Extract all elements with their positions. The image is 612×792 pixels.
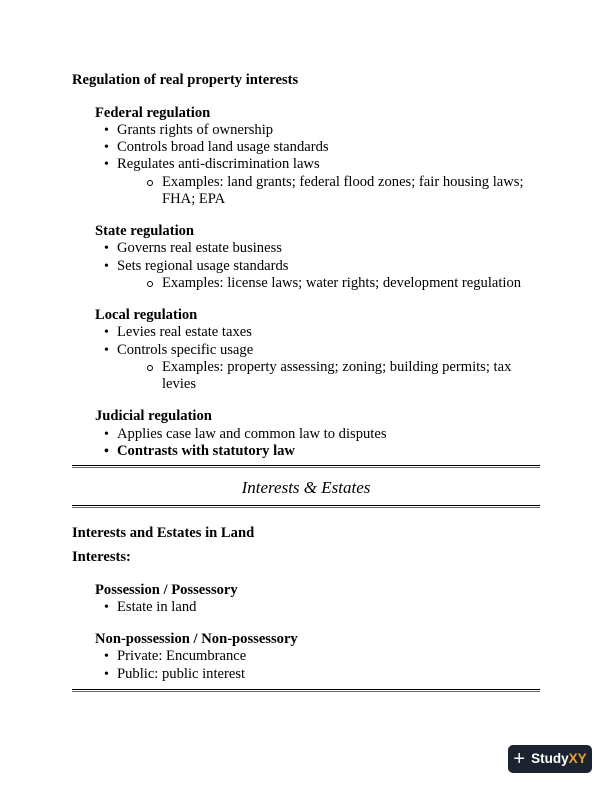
list-item: • Governs real estate business — [117, 240, 282, 258]
list-item: • Controls broad land usage standards — [117, 139, 329, 157]
list-item: • Estate in land — [117, 599, 196, 617]
example-continuation: FHA; EPA — [162, 191, 226, 207]
brand-main: Study — [531, 751, 569, 767]
list-item: • Sets regional usage standards — [117, 258, 288, 276]
example-item: Examples: land grants; federal flood zones; fair housing laws; — [162, 174, 524, 190]
list-item: • Public: public interest — [117, 666, 245, 684]
list-item: • Controls specific usage — [117, 342, 253, 360]
state-heading: State regulation — [95, 223, 195, 239]
possession-heading: Possession / Possessory — [95, 582, 238, 598]
divider — [72, 465, 540, 468]
section-title: Interests & Estates — [241, 478, 371, 497]
interests-title: Interests and Estates in Land — [72, 525, 255, 541]
local-heading: Local regulation — [95, 307, 198, 323]
example-item: Examples: license laws; water rights; development regulation — [162, 275, 522, 291]
regulation-title: Regulation of real property interests — [72, 72, 299, 88]
studyxy-badge[interactable] — [508, 745, 592, 773]
list-item: • Levies real estate taxes — [117, 324, 252, 342]
example-continuation: levies — [162, 376, 197, 392]
list-item: • Private: Encumbrance — [117, 648, 246, 666]
list-item: • Regulates anti-discrimination laws — [117, 156, 320, 174]
divider — [72, 505, 540, 508]
brand-accent: XY — [568, 751, 587, 767]
judicial-heading: Judicial regulation — [95, 408, 212, 424]
list-item: • Applies case law and common law to disputes — [117, 426, 387, 444]
federal-heading: Federal regulation — [95, 105, 211, 121]
interests-label: Interests: — [72, 549, 131, 565]
plus-icon: + — [513, 748, 526, 770]
list-item: • Grants rights of ownership — [117, 122, 273, 140]
divider — [72, 689, 540, 692]
example-item: Examples: property assessing; zoning; building permits; tax — [162, 359, 512, 375]
non-possession-heading: Non-possession / Non-possessory — [95, 631, 298, 647]
list-item: • Contrasts with statutory law — [117, 443, 295, 461]
